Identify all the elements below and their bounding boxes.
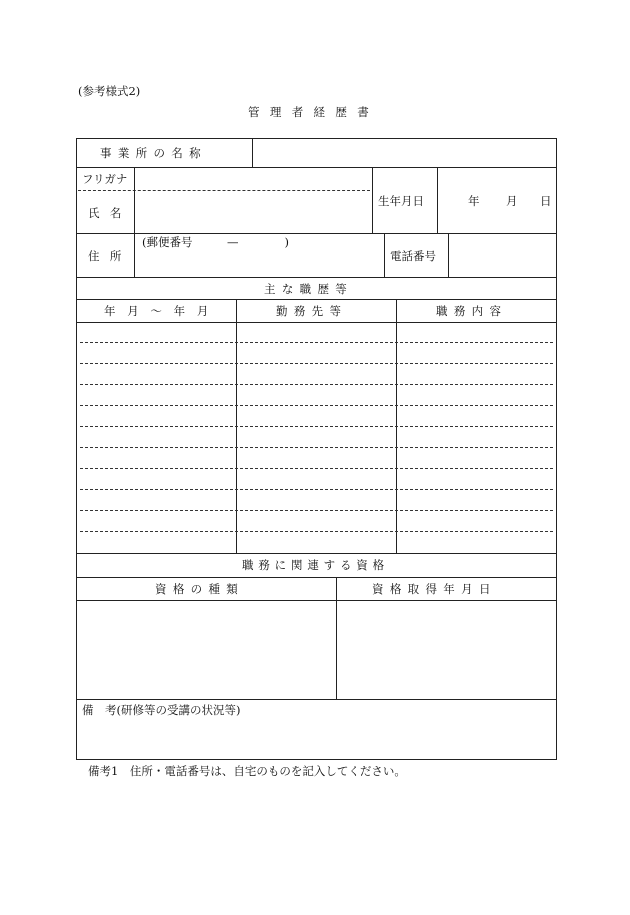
form-title: 管理者経歴書	[248, 105, 380, 119]
postal-code-label: (郵便番号 — )	[142, 235, 289, 249]
year-unit: 年	[468, 194, 480, 208]
month-unit: 月	[506, 194, 518, 208]
phone-field[interactable]	[449, 234, 554, 276]
name-label: 氏名	[88, 206, 132, 220]
day-unit: 日	[540, 194, 552, 208]
name-field[interactable]	[135, 192, 371, 232]
employer-column-header: 勤務先等	[276, 304, 348, 318]
qualification-date-header: 資格取得年月日	[372, 582, 497, 596]
remarks-label: 備 考(研修等の受講の状況等)	[82, 703, 241, 717]
birthdate-field[interactable]	[438, 168, 554, 232]
furigana-field[interactable]	[135, 168, 371, 189]
office-name-field[interactable]	[253, 139, 554, 166]
address-field[interactable]	[135, 234, 383, 276]
office-name-label: 事業所の名称	[100, 146, 207, 160]
footnote: 備考1 住所・電話番号は、自宅のものを記入してください。	[88, 764, 406, 778]
birthdate-label: 生年月日	[378, 194, 424, 208]
address-label: 住所	[88, 249, 132, 263]
qualification-type-header: 資格の種類	[155, 582, 245, 596]
qualification-date-field[interactable]	[337, 601, 554, 698]
remarks-field[interactable]	[77, 718, 554, 757]
duties-column-header: 職務内容	[436, 304, 508, 318]
qualification-section-header: 職務に関連する資格	[242, 558, 389, 572]
career-section-header: 主な職歴等	[264, 282, 354, 296]
furigana-label: フリガナ	[82, 172, 128, 186]
qualification-type-field[interactable]	[77, 601, 335, 698]
reference-form-label: (参考様式2)	[78, 84, 141, 98]
period-column-header: 年 月 ～ 年 月	[104, 304, 213, 318]
phone-label: 電話番号	[390, 249, 436, 263]
